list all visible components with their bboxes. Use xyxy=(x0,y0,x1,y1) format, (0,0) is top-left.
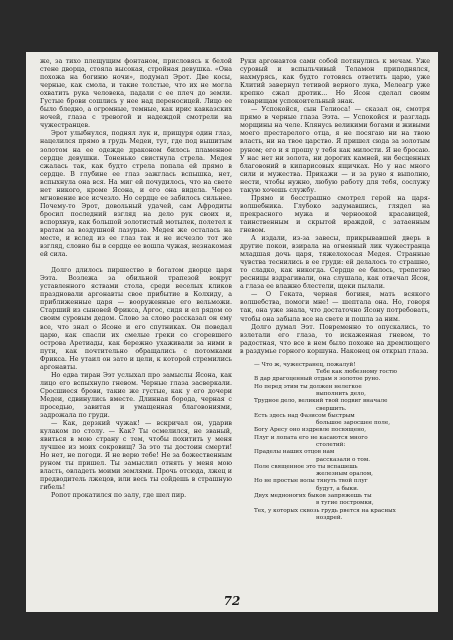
verse-line: столетий: xyxy=(316,442,346,448)
paragraph: — О Геката, черная богиня, мать всякого волшебства, помоги мне! — шептала она. Но, говоря так, она уже знала, что достаточно Ясону потребовать, чтобы она забыла все на свете и пошла за ним. xyxy=(240,291,430,323)
verse-line: Тебе как любезному гостю xyxy=(316,369,398,376)
verse-line: Праделы наших отцов нам xyxy=(254,449,335,456)
verse-line: будут, а быки. xyxy=(316,485,359,492)
verse-line: большое заросшее поле, xyxy=(316,420,391,427)
verse-line: Но не простые волы тянуть твой плуг xyxy=(254,478,368,485)
paragraph: Но едва тиран Ээт услыхал про замыслы Ясона, как лицо его вспыхнуло гневом. Черные глаза засверкали. Сросшиеся брови, такие же густые, как у его дочери Медеи, сдвинулись вместе. Длинная борода, черная с проседью, завитая и умащенная благовониями, задрожала по груди. xyxy=(40,371,232,420)
verse-line: Трудное дело, великий твой подвиг вначале xyxy=(254,398,388,405)
verse-line: В дар драгоценный отдам я золотое руно. xyxy=(254,376,381,383)
paragraph: А издали, из-за завесы, прикрывавшей дверь в другие покои, взирала на огненный лик чужестранца младшая дочь царя, тяжелохосая Медея. Странные чувства теснились в ее груди: ей делалось то страшно, то сладко, как никогда. Сердце ее билось, трепетно ресницы вздрагивали, она слушала, как отвечал Ясон, а глаза ее влажно блестели, щеки пылали. xyxy=(240,235,430,291)
paragraph: — Успокойся, сын Гелиоса! — сказал он, смотря прямо в черные глаза Ээта. — Успокойся и разгладь морщины на челе. Клянусь великими богами и живыми моего престарелого отца, я не посягаю ни на твою власть, ни на твое царство. Я пришел сюда за золотым руном; его и я прошу у тебя как милости. Я не бросаю. У нас нет ни золота, ни дорогих камней, ни бесценных благовоний в кипарисовых ящичках. Но у нас много сили и мужества. Прикажи — и за руно я выполню, нести, чтобы нужно, любую работу для тебя, сослужу такую хочешь службу. xyxy=(240,106,430,194)
paragraph: Долго длилось пиршество в богатом дворце царя Ээта. Возлежа за обильной трапезой вокруг уставленного яствами стола, среди веселых кликов праздновали аргонавты свое прибытие в Колхиду, а приближенные царя — вооруженные его вельможи. Старший из сыновей Фрикса, Аргос, сидя и ел рядом со своим суровым дедом. Слово за слово рассказал он ему все, что знал о Ясоне и его спутниках. Он поведал царю, как спасли их смелые греки со сгоревшего острова Аретиады, как бережно ухаживали за ними в пути, как почтительно обращались с потомками Фрикса. Не утаил он зато и цели, к которой стремились аргонавты. xyxy=(40,267,232,371)
verse-line: Богу Аресу оно издревле посвящено, xyxy=(254,427,367,434)
verse-line: железным оралом, xyxy=(316,471,373,478)
paragraph: Ропот прокатился по залу, где шел пир. xyxy=(51,492,187,500)
page-number: 72 xyxy=(223,594,241,608)
verse-line: ноздрей. xyxy=(316,514,343,521)
verse-line: — Что ж, чужестранец, пожалуй! xyxy=(254,361,356,368)
left-column xyxy=(40,58,232,501)
book-page xyxy=(26,52,438,612)
paragraph: Долго думал Ээт. Повременно то опускались, то взлетали его глаза, то искаженная гневом, то радостная, что все в нем было похоже на дремлющего в раздумье горного коршуна. Наконец он открыл глаза. xyxy=(240,323,430,355)
verse-line: Тех, у которых сквозь грудь рвется на красных xyxy=(254,507,396,514)
paragraph: Эрот улыбнулся, поднял лук и, прищуря один глаз, нацелился прямо в грудь Медеи, тут, где под вышитым золотом на ее одежде драконом билось пламенное сердце девушки. Тоненько свистнула стрела. Медея сжалась так, как будто стрела попала ей прямо в сердце. В глубине ее глаз зажглась вспышка, нет, вспыхнула она вся. На миг ей почудилось, что на свете нет никого, кроме Ясона, и его она видела. Через мгновение все исчезло. Но сердце ее забилось сильнее. Почему-то Эрот, довольный удачей, сам Афродиты бросил последний взгляд на дело рук своих и, вспорхнув, как большой золотистый мотылек, полетел к вратам за воздушной лазурью. Медея же осталась на месте, и вслед из ее глаз так и не исчезло тот же взгляд, словно бы в сердце ее вошла чужая, незнакомая ей сила. xyxy=(40,130,232,259)
verse-line: Есть здесь над Фазисом быстрым xyxy=(254,412,355,419)
verse-line: Поле священное это ты вспашешь xyxy=(254,463,358,470)
paragraph: Прямо и бесстрашно смотрел герой на царя-волшебника. Глубоко задумавшись, глядел на прекрасного мужа и черноокой красавицей, таинственным и скрытой враждой, с затаенным гневом. xyxy=(240,194,430,234)
verse-line: свершить. xyxy=(316,405,347,412)
verse-line: рассказали о том. xyxy=(316,456,371,463)
paragraph: же, за тихо плещущим фонтаном, присловясь к белой стене дворца, стояла высокая, стройная девушка. «Она похожа на богиню ночи», подумал Эрот. Две косы, черные, как смола, и такие толстые, что их не могла охватить рука человека, падали с ее плеч до земли. Густые брови сошлись у нее над переносицей. Лицо ее было бледно, а огромные, темные, как ирис кавказских ночей, глаза с тревогой и надеждой смотрели на чужестранцев. xyxy=(40,58,232,130)
paragraph: — Как, дерзкий чужак! — вскричал он, ударив кулаком по столу. — Как? Ты осмелился, не званый, явиться в мою страну с тем, чтобы похитить у меня лучшее из моих сокровищ? За это ты достоин смерти! Но нет, не погоди. Я не верю тебе! Не за божественным руном ты пришел. Ты замыслил отнять у меня мою власть, овладеть моими землями. Прочь отсюда, лжец и предводитель лжецов, или весь ты сойдешь в страшную гибель! xyxy=(40,420,232,492)
verse-line: в тугие постромки, xyxy=(316,500,374,507)
right-column xyxy=(240,58,430,522)
verse-line: Плуг и лопата его не касаются много xyxy=(254,434,368,441)
verse-line: Двух медноногих быков запряжешь ты xyxy=(254,493,372,500)
verse-block xyxy=(254,362,430,523)
paragraph: Руки аргонавтов сами собой потянулись к мечам. Уже суровый и вспыльчивый Теламон приподнялся, нахмурясь, как будто готовясь ответить царю, уже Клитий завернул тетивой верного лука, Мелеагр уже крепко сжал дротик... Но Ясон сделал своим товарищам успокоительный знак. xyxy=(240,58,430,106)
verse-line: Но перед этим ты должен нелегкое xyxy=(254,383,362,390)
verse-line: выполнить дело, xyxy=(316,390,366,397)
